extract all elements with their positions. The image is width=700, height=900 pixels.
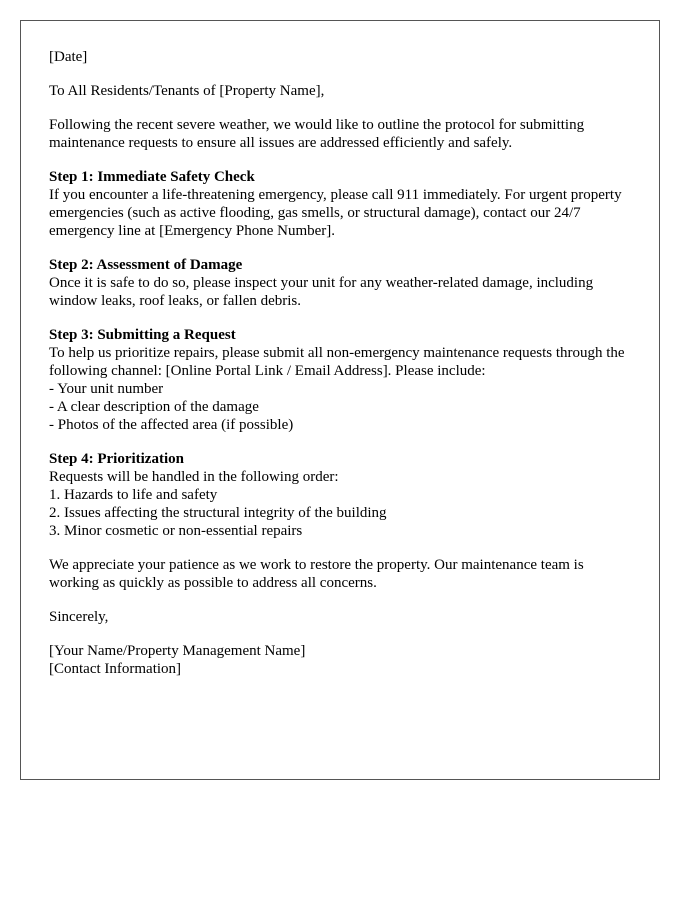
step-1-title: Step 1: Immediate Safety Check bbox=[49, 169, 255, 185]
step-1 bbox=[49, 168, 631, 240]
step-2-title: Step 2: Assessment of Damage bbox=[49, 257, 243, 273]
list-item: 3. Minor cosmetic or non-essential repairs bbox=[49, 523, 303, 539]
list-item: - A clear description of the damage bbox=[49, 399, 259, 415]
list-item: - Photos of the affected area (if possible) bbox=[49, 417, 294, 433]
signature-name: [Your Name/Property Management Name] bbox=[49, 643, 306, 659]
signature-contact: [Contact Information] bbox=[49, 661, 182, 677]
step-4 bbox=[49, 450, 631, 540]
step-3 bbox=[49, 326, 631, 434]
letter-intro: Following the recent severe weather, we would like to outline the protocol for submitting maintenance requests to ensure all issues are addressed efficiently and safely. bbox=[49, 117, 585, 151]
closing-paragraph: We appreciate your patience as we work to restore the property. Our maintenance team is working as quickly as possible to address all concerns. bbox=[49, 557, 584, 591]
step-2-body: Once it is safe to do so, please inspect your unit for any weather-related damage, including window leaks, roof leaks, or fallen debris. bbox=[49, 275, 594, 309]
list-item: - Your unit number bbox=[49, 381, 164, 397]
list-item: 2. Issues affecting the structural integrity of the building bbox=[49, 505, 387, 521]
step-4-body: Requests will be handled in the following order: bbox=[49, 469, 339, 485]
step-2 bbox=[49, 256, 631, 310]
letter-page bbox=[20, 20, 660, 780]
step-1-body: If you encounter a life-threatening emergency, please call 911 immediately. For urgent property emergencies (such as active flooding, gas smells, or structural damage), contact our 24/7 emergency line at [Emergency Phone Number]. bbox=[49, 187, 622, 239]
list-item: 1. Hazards to life and safety bbox=[49, 487, 218, 503]
letter-date: [Date] bbox=[49, 49, 88, 65]
signature-block bbox=[49, 642, 631, 678]
step-3-body: To help us prioritize repairs, please submit all non-emergency maintenance requests through the following channel: [Online Portal Link / Email Address]. Please include: bbox=[49, 345, 625, 379]
letter-salutation: To All Residents/Tenants of [Property Name], bbox=[49, 83, 325, 99]
step-3-title: Step 3: Submitting a Request bbox=[49, 327, 236, 343]
signoff: Sincerely, bbox=[49, 609, 109, 625]
step-4-title: Step 4: Prioritization bbox=[49, 451, 184, 467]
